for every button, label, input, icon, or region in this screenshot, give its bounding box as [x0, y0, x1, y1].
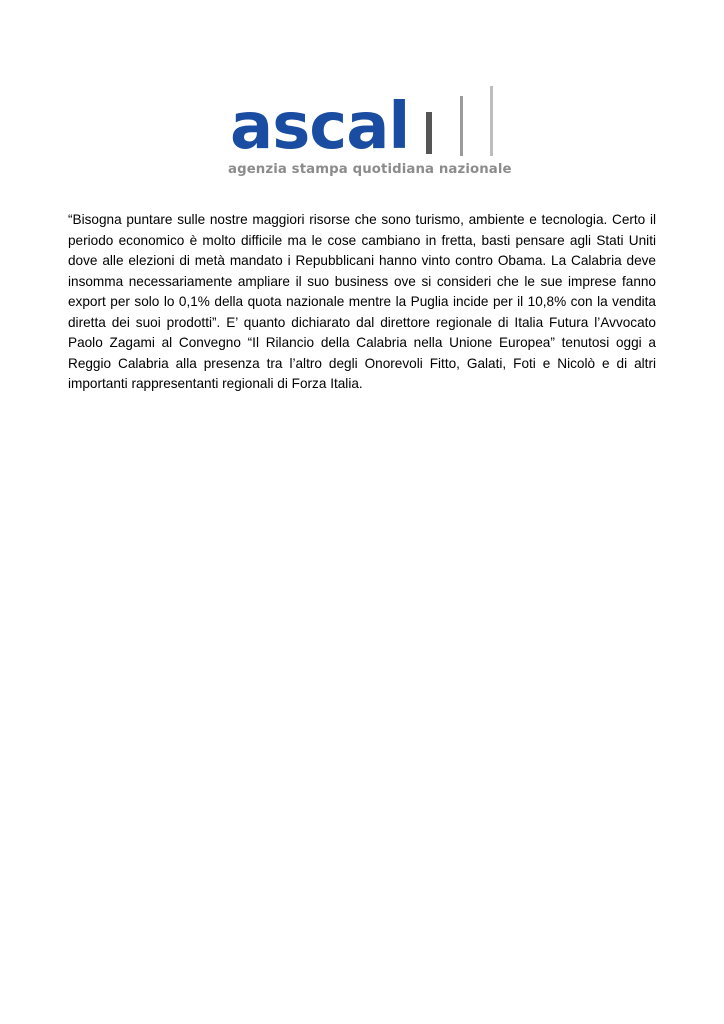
asca-logo [226, 84, 512, 184]
logo-bar-light [490, 86, 493, 156]
logo-tagline: agenzia stampa quotidiana nazionale [228, 162, 512, 177]
logo-wordmark: ascal [230, 90, 410, 164]
article-paragraph: “Bisogna puntare sulle nostre maggiori risorse che sono turismo, ambiente e tecnologia. Certo il periodo economico è molto difficile ma le cose cambiano in fretta, basti pensare agli Stati Uniti dove alle elezioni di metà mandato i Repubblicani hanno vinto contro Obama. La Calabria deve insomma necessariamente ampliare il suo business ove si consideri che le sue imprese fanno export per solo lo 0,1% della quota nazionale mentre la Puglia incide per il 10,8% con la vendita diretta dei suoi prodotti”. E’ quanto dichiarato dal direttore regionale di Italia Futura l’Avvocato Paolo Zagami al Convegno “Il Rilancio della Calabria nella Unione Europea” tenutosi oggi a Reggio Calabria alla presenza tra l’altro degli Onorevoli Fitto, Galati, Foti e Nicolò e di altri importanti rappresentanti regionali di Forza Italia. [68, 212, 656, 391]
logo-bar-mid [460, 96, 463, 156]
logo-bar-dark [426, 112, 432, 154]
